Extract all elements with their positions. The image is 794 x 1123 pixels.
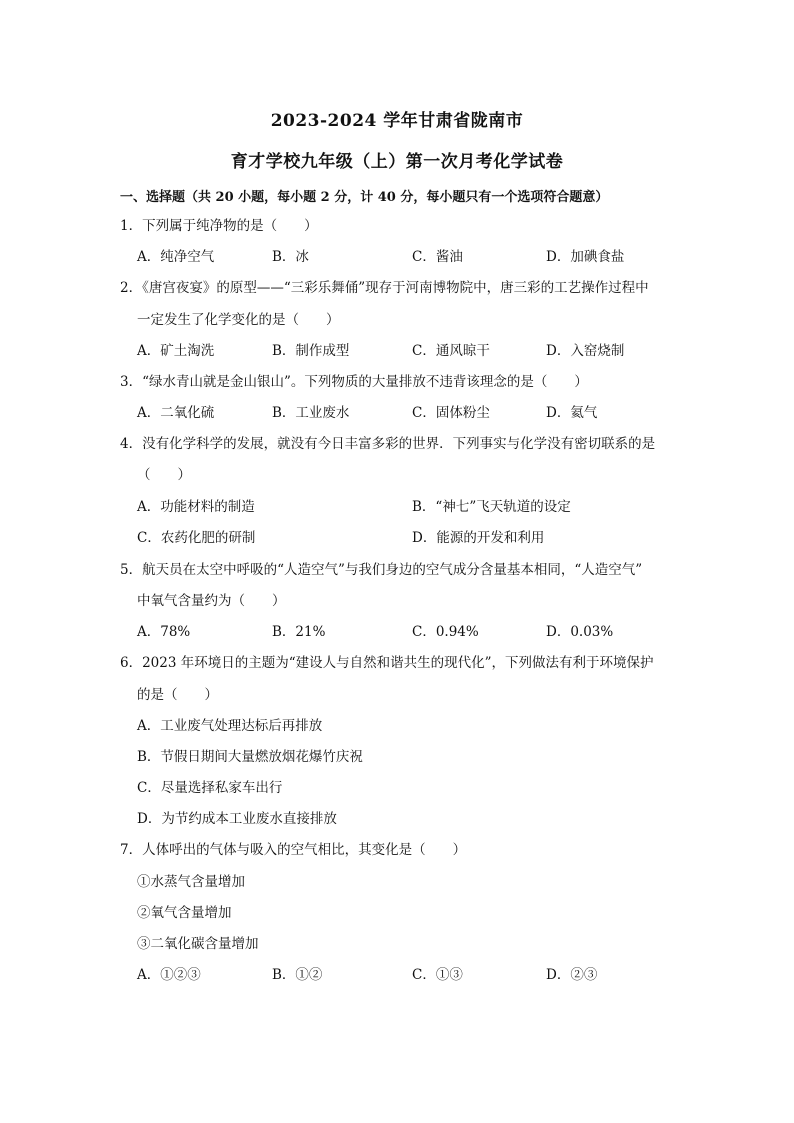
question-7-stem: 7．人体呼出的气体与吸入的空气相比，其变化是（ ）: [120, 842, 467, 858]
question-3-option-b: B．工业废水: [272, 405, 350, 421]
question-6-option-b: B．节假日期间大量燃放烟花爆竹庆祝: [137, 749, 363, 765]
question-6-option-a: A．工业废气处理达标后再排放: [137, 718, 323, 734]
question-5-stem-cont: 中氧气含量约为（ ）: [137, 593, 286, 609]
question-2-option-a: A．矿土淘洗: [137, 343, 215, 359]
question-4-stem-cont: （ ）: [137, 467, 191, 483]
question-5-option-b: B．21%: [272, 624, 326, 640]
question-6-option-d: D．为节约成本工业废水直接排放: [137, 811, 337, 827]
question-7-option-a: A．①②③: [137, 967, 201, 983]
question-3-option-a: A．二氧化硫: [137, 405, 215, 421]
question-1-stem: 1．下列属于纯净物的是（ ）: [120, 218, 318, 234]
question-5-option-c: C．0.94%: [412, 624, 479, 640]
question-2-option-b: B．制作成型: [272, 343, 350, 359]
exam-title-line-2: 育才学校九年级（上）第一次月考化学试卷: [230, 152, 564, 172]
question-1-option-d: D．加碘食盐: [546, 249, 625, 265]
question-7-option-c: C．①③: [412, 967, 463, 983]
question-7-statement-1: ①水蒸气含量增加: [137, 874, 245, 890]
question-7-option-b: B．①②: [272, 967, 323, 983]
question-7-statement-3: ③二氧化碳含量增加: [137, 936, 259, 952]
section-heading: 一、选择题（共 20 小题，每小题 2 分，计 40 分，每小题只有一个选项符合题意）: [120, 190, 609, 205]
question-5-stem: 5．航天员在太空中呼吸的“人造空气”与我们身边的空气成分含量基本相同，“人造空气”: [120, 562, 643, 578]
question-6-stem-cont: 的是（ ）: [137, 687, 218, 703]
question-4-option-c: C．农药化肥的研制: [137, 530, 256, 546]
question-3-option-c: C．固体粉尘: [412, 405, 490, 421]
question-7-option-d: D．②③: [546, 967, 598, 983]
question-4-option-a: A．功能材料的制造: [137, 499, 255, 515]
question-2-option-c: C．通风晾干: [412, 343, 490, 359]
question-4-option-b: B．“神七”飞天轨道的设定: [412, 499, 571, 515]
question-4-stem: 4．没有化学科学的发展，就没有今日丰富多彩的世界．下列事实与化学没有密切联系的是: [120, 436, 656, 452]
question-2-option-d: D．入窑烧制: [546, 343, 625, 359]
exam-title-line-1: 2023-2024 学年甘肃省陇南市: [270, 111, 524, 131]
question-1-option-b: B．冰: [272, 249, 309, 265]
question-3-stem: 3．“绿水青山就是金山银山”。下列物质的大量排放不违背该理念的是（ ）: [120, 374, 588, 390]
question-6-stem: 6．2023 年环境日的主题为“建设人与自然和谐共生的现代化”，下列做法有利于环境保护: [120, 655, 654, 671]
question-7-statement-2: ②氧气含量增加: [137, 905, 232, 921]
question-1-option-a: A．纯净空气: [137, 249, 215, 265]
question-5-option-a: A．78%: [137, 624, 191, 640]
question-2-stem: 2．《唐宫夜宴》的原型——“三彩乐舞俑”现存于河南博物院中，唐三彩的工艺操作过程中: [120, 280, 649, 296]
question-3-option-d: D．氦气: [546, 405, 598, 421]
question-6-option-c: C．尽量选择私家车出行: [137, 780, 283, 796]
question-2-stem-cont: 一定发生了化学变化的是（ ）: [137, 312, 340, 328]
question-5-option-d: D．0.03%: [546, 624, 614, 640]
question-4-option-d: D．能源的开发和利用: [412, 530, 545, 546]
question-1-option-c: C．酱油: [412, 249, 463, 265]
